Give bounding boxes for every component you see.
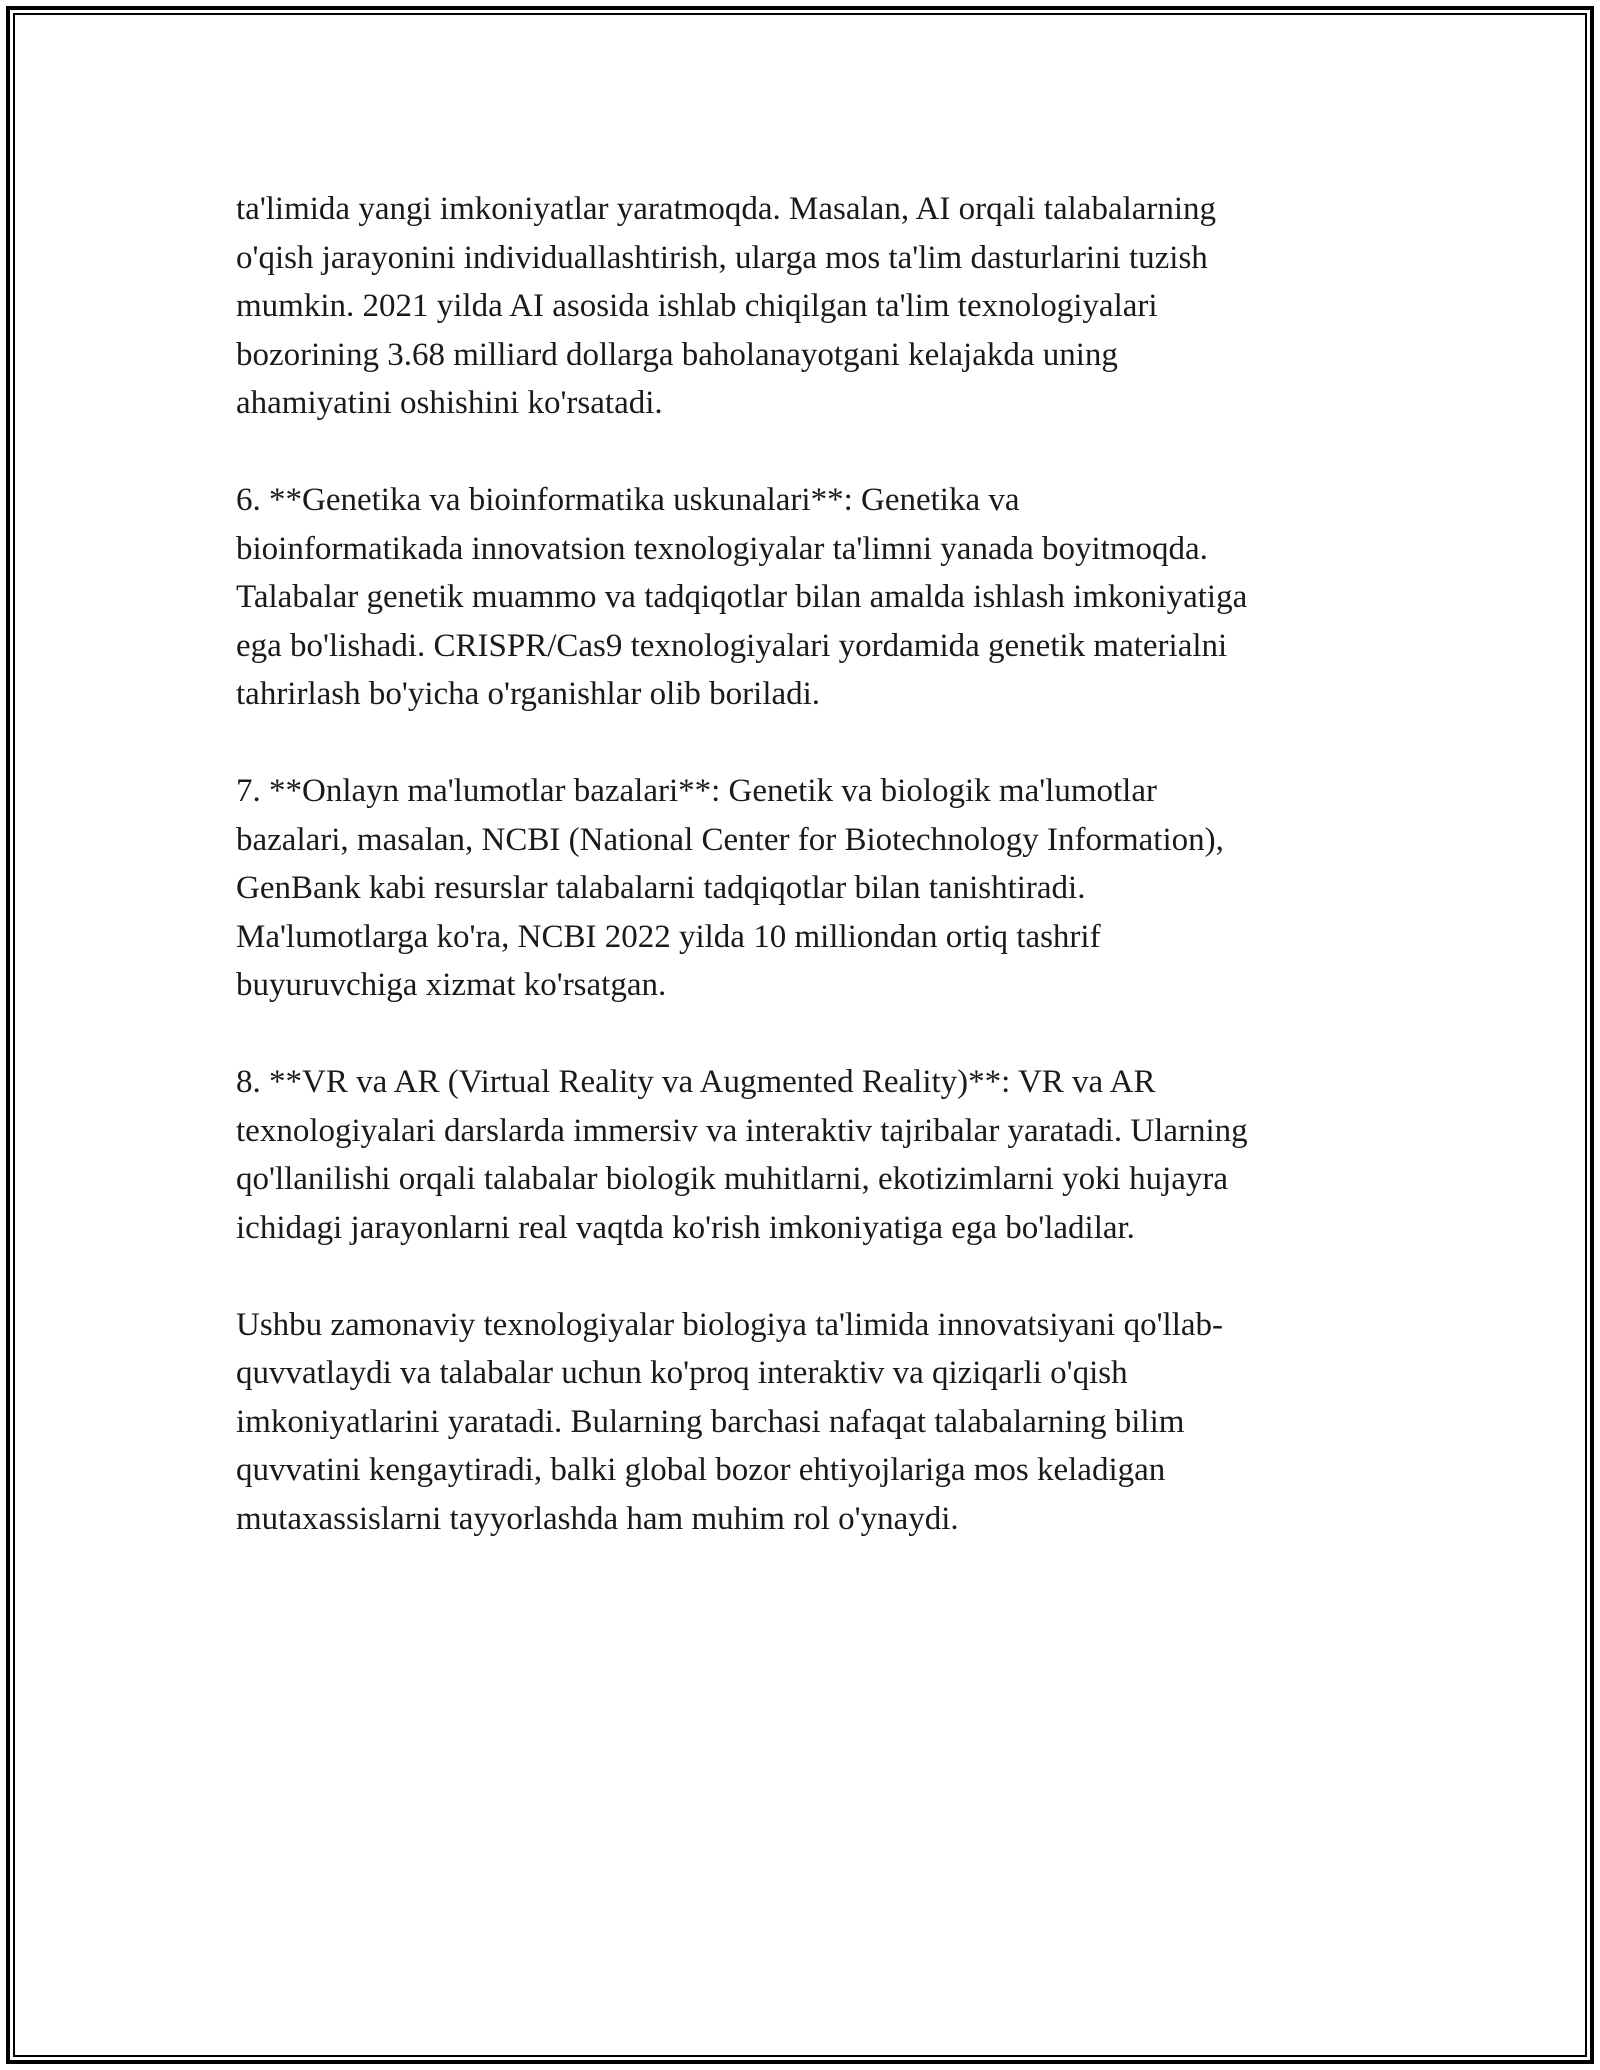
paragraph-vr-ar: 8. **VR va AR (Virtual Reality va Augmented Reality)**: VR va AR texnologiyalari darslarda immersiv va interaktiv tajribalar yaratadi. Ularning qo'llanilishi orqali talabalar biologik muhitlarni, ekotizimlarni yoki hujayra ichidagi jarayonlarni real vaqtda ko'rish imkoniyatiga ega bo'ladilar. (236, 1064, 1248, 1246)
paragraph-genetics-bioinformatics: 6. **Genetika va bioinformatika uskunalari**: Genetika va bioinformatikada innovatsion texnologiyalar ta'limni yanada boyitmoqda. Talabalar genetik muammo va tadqiqotlar bilan amalda ishlash imkoniyatiga ega bo'lishadi. CRISPR/Cas9 texnologiyalari yordamida genetik materialni tahrirlash bo'yicha o'rganishlar olib boriladi. (236, 482, 1248, 712)
document-body (236, 185, 1386, 1592)
paragraph-online-databases: 7. **Onlayn ma'lumotlar bazalari**: Genetik va biologik ma'lumotlar bazalari, masalan, NCBI (National Center for Biotechnology Information), GenBank kabi resurslar talabalarni tadqiqotlar bilan tanishtiradi. Ma'lumotlarga ko'ra, NCBI 2022 yilda 10 milliondan ortiq tashrif buyuruvchiga xizmat ko'rsatgan. (236, 773, 1224, 1003)
paragraph-conclusion: Ushbu zamonaviy texnologiyalar biologiya ta'limida innovatsiyani qo'llab- quvvatlaydi va talabalar uchun ko'proq interaktiv va qiziqarli o'qish imkoniyatlarini yaratadi. Bularning barchasi nafaqat talabalarning bilim quvvatini kengaytiradi, balki global bozor ehtiyojlariga mos keladigan mutaxassislarni tayyorlashda ham muhim rol o'ynaydi. (236, 1306, 1224, 1537)
paragraph-ai-education: ta'limida yangi imkoniyatlar yaratmoqda. Masalan, AI orqali talabalarning o'qish jarayonini individuallashtirish, ularga mos ta'lim dasturlarini tuzish mumkin. 2021 yilda AI asosida ishlab chiqilgan ta'lim texnologiyalari bozorining 3.68 milliard dollarga baholanayotgani kelajakda uning ahamiyatini oshishini ko'rsatadi. (236, 191, 1217, 421)
